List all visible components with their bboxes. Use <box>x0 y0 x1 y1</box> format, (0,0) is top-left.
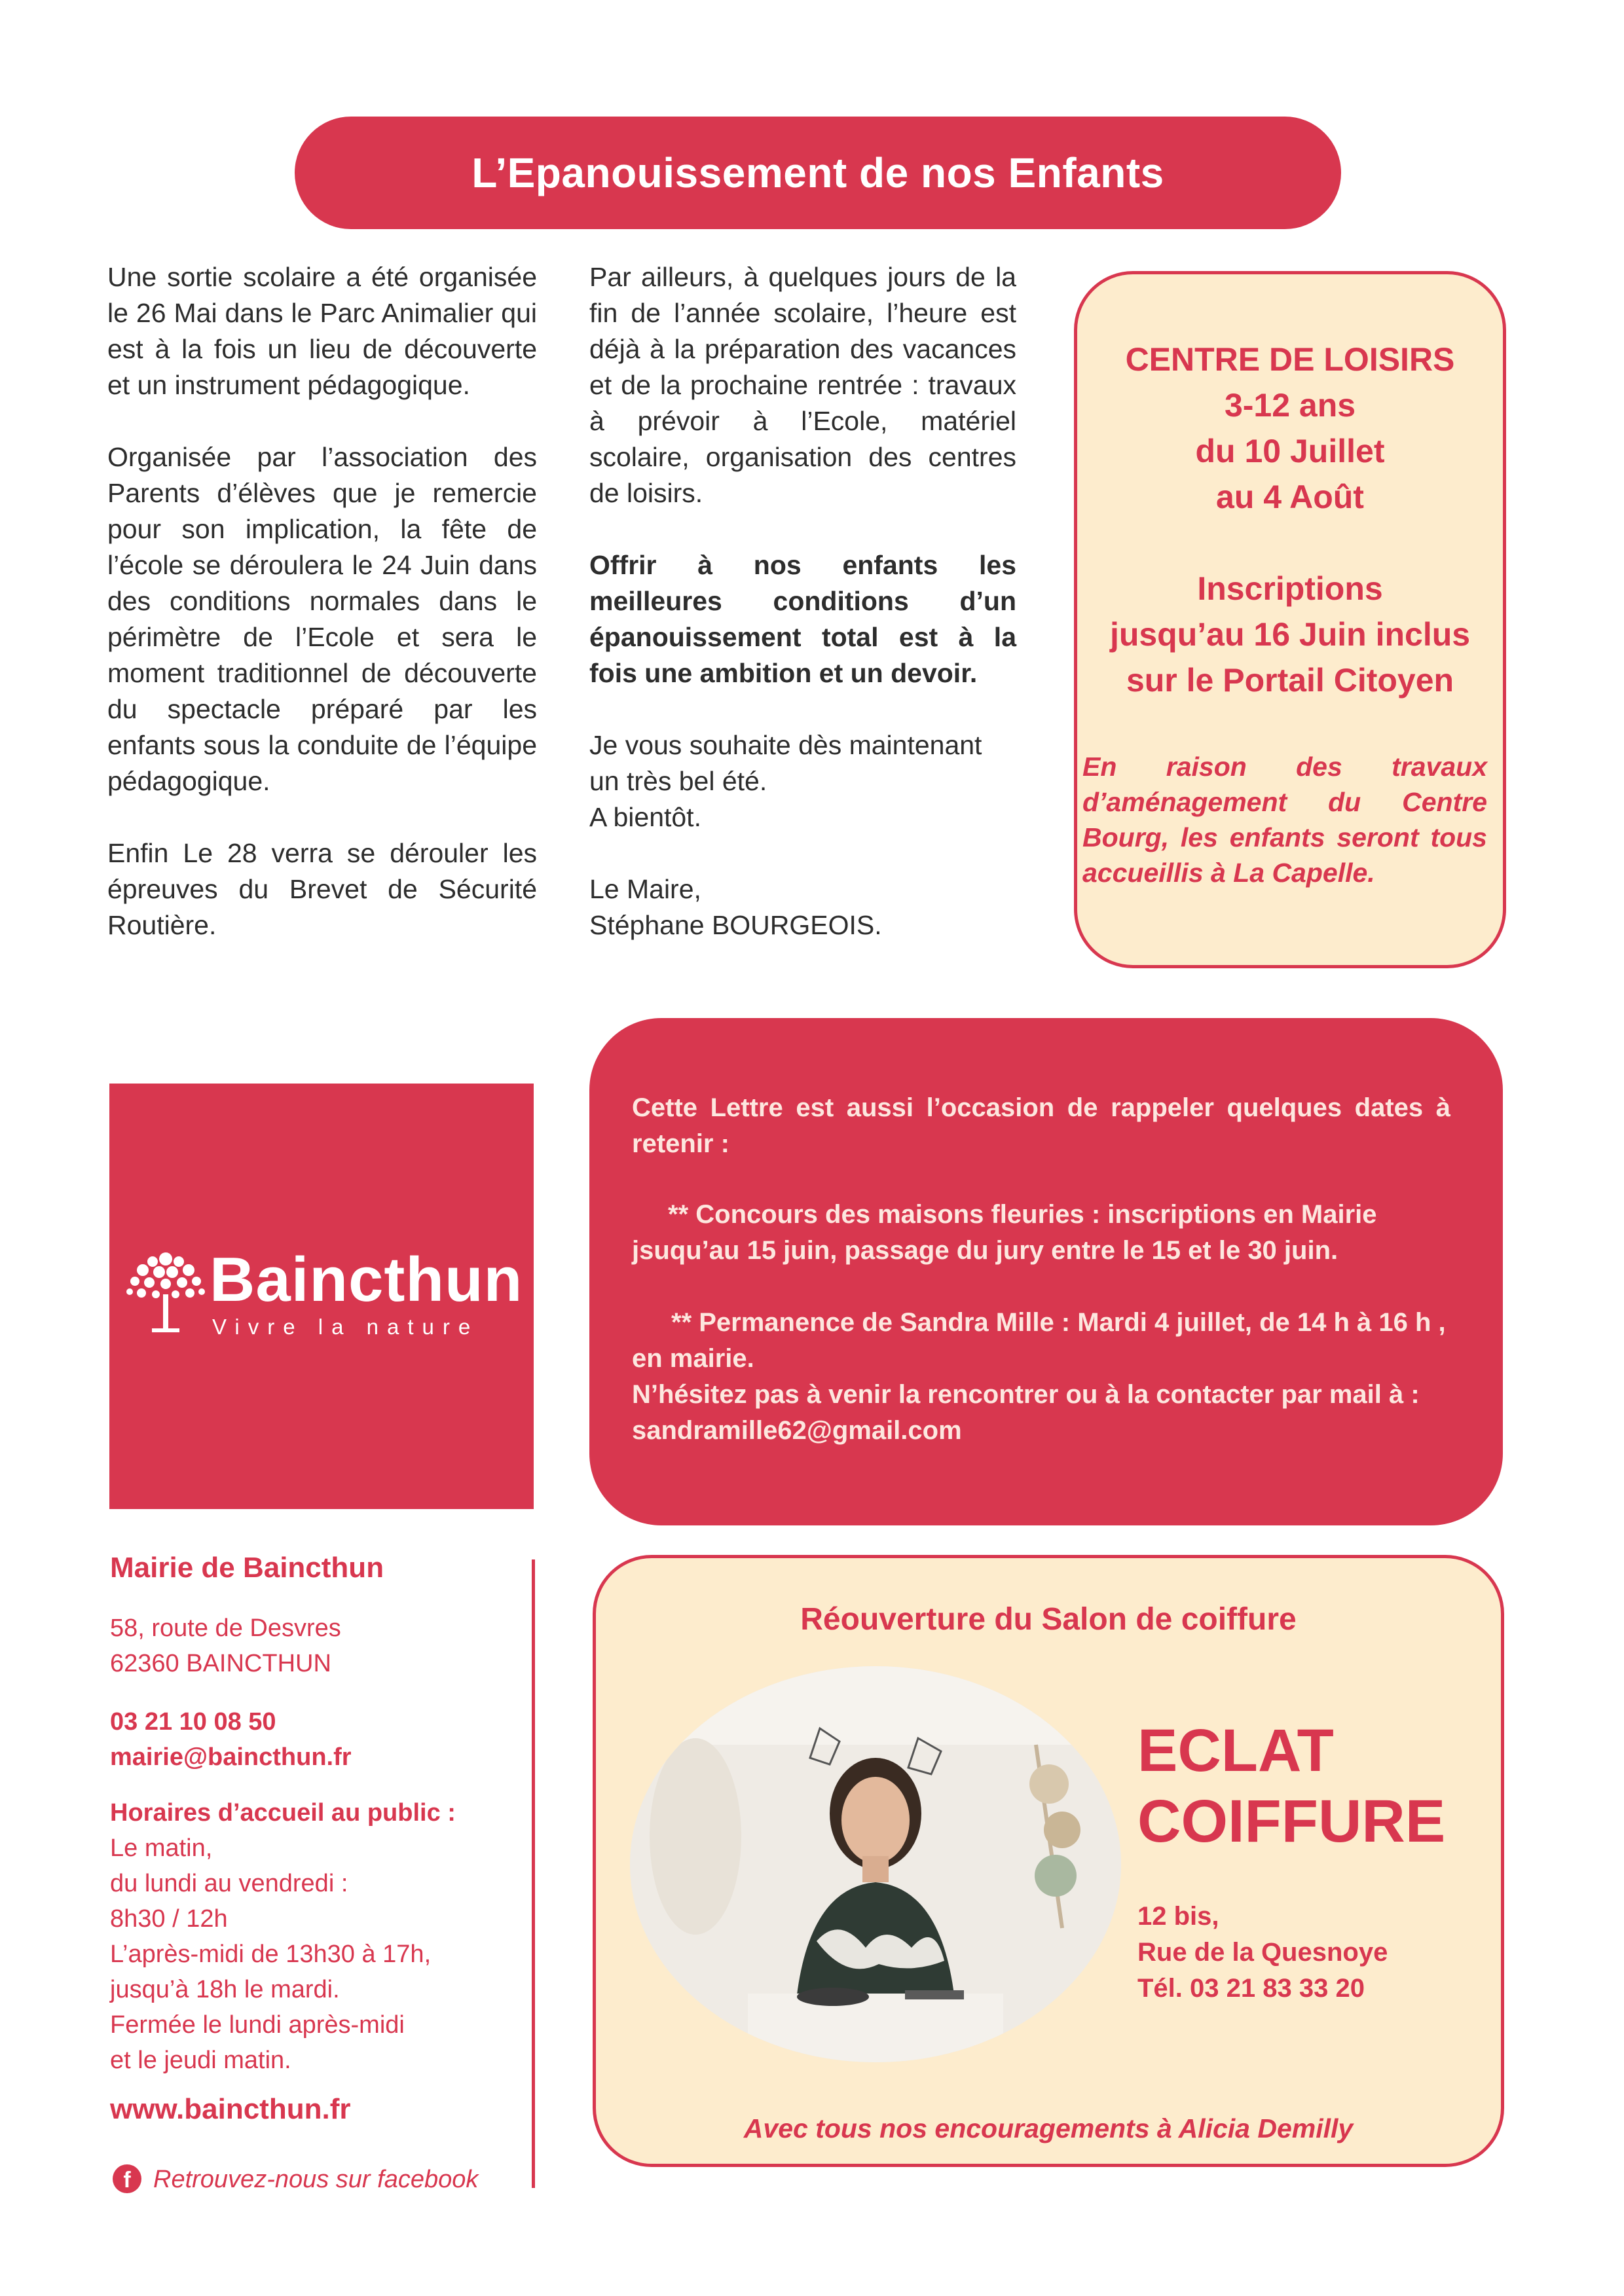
loisirs-note: En raison des travaux d’aménagement du Centre Bourg, les enfants seront tous accueillis à La Capelle. <box>1082 752 1487 888</box>
salon-title: Réouverture du Salon de coiffure <box>800 1602 1297 1637</box>
signature-title: Le Maire, <box>589 874 701 904</box>
facebook-link[interactable]: Retrouvez-nous sur facebook <box>153 2166 479 2193</box>
hours-title: Horaires d’accueil au public : <box>110 1799 456 1827</box>
loisirs-line-3: du 10 Juillet <box>1195 433 1385 469</box>
page-title: L’Epanouissement de nos Enfants <box>471 149 1164 196</box>
facebook-icon[interactable]: f <box>113 2164 141 2193</box>
mairie-divider <box>532 1559 535 2188</box>
mairie-phone[interactable]: 03 21 10 08 50 <box>110 1708 276 1736</box>
paragraph-bientot: A bientôt. <box>589 802 701 832</box>
hours-line-7: et le jeudi matin. <box>110 2047 291 2074</box>
paragraph-fete: Organisée par l’association des Parents d’élèves que je remercie pour son implication, la fête de l’école se déroulera le 24 Juin dans des conditions normales dans le périmètre de l’Ecole et sera le moment traditionnel de découverte du spectacle préparé par les enfants sous la conduite de l’équipe pédagogique. <box>107 442 537 796</box>
salon-name-line-1: ECLAT <box>1137 1717 1334 1784</box>
hours-line-4: L’après-midi de 13h30 à 17h, <box>110 1941 432 1968</box>
paragraph-ambition: Offrir à nos enfants les meilleures conditions d’un épanouissement total est à la fois une ambition et un devoir. <box>589 550 1016 688</box>
loisirs-line-2: 3-12 ans <box>1224 387 1356 424</box>
mairie-address-1: 58, route de Desvres <box>110 1614 341 1642</box>
logo-tagline: Vivre la nature <box>212 1315 479 1339</box>
dates-item-permanence: ** Permanence de Sandra Mille : Mardi 4 juillet, de 14 h à 16 h , en mairie. <box>632 1308 1446 1373</box>
salon-photo <box>630 1666 1121 2062</box>
salon-name-line-2: COIFFURE <box>1137 1788 1446 1855</box>
hours-line-6: Fermée le lundi après-midi <box>110 2011 405 2039</box>
signature-name: Stéphane BOURGEOIS. <box>589 910 882 940</box>
salon-name <box>1137 1715 1445 1857</box>
loisirs-line-7: sur le Portail Citoyen <box>1126 662 1454 699</box>
dates-intro: Cette Lettre est aussi l’occasion de rappeler quelques dates à retenir : <box>632 1093 1450 1158</box>
column-1 <box>107 259 537 943</box>
hours-line-1: Le matin, <box>110 1834 213 1862</box>
mairie-address-2: 62360 BAINCTHUN <box>110 1650 331 1677</box>
paragraph-brevet: Enfin Le 28 verra se dérouler les épreuves du Brevet de Sécurité Routière. <box>107 838 537 940</box>
loisirs-line-6: jusqu’au 16 Juin inclus <box>1109 616 1471 653</box>
loisirs-line-4: au 4 Août <box>1216 479 1364 515</box>
hours-line-5: jusqu’à 18h le mardi. <box>110 1976 340 2003</box>
dates-item-concours: ** Concours des maisons fleuries : inscriptions en Mairie jsuqu’au 15 juin, passage du jury entre le 15 et le 30 juin. <box>632 1200 1377 1265</box>
paragraph-vacances: Par ailleurs, à quelques jours de la fin de l’année scolaire, l’heure est déjà à la préparation des vacances et de la prochaine rentrée : travaux à prévoir à l’Ecole, matériel scolaire, organisation des centres de loisirs. <box>589 262 1016 508</box>
hours-line-3: 8h30 / 12h <box>110 1905 228 1933</box>
salon-address-1: 12 bis, <box>1137 1902 1219 1931</box>
paragraph-sortie: Une sortie scolaire a été organisée le 26 Mai dans le Parc Animalier qui est à la fois un lieu de découverte et un instrument pédagogique. <box>107 262 537 400</box>
mairie-website[interactable]: www.baincthun.fr <box>110 2093 351 2125</box>
centre-loisirs-box <box>1074 271 1506 968</box>
loisirs-line-1: CENTRE DE LOISIRS <box>1125 341 1455 378</box>
tree-logo-icon <box>123 1247 208 1336</box>
hours-line-2: du lundi au vendredi : <box>110 1870 348 1897</box>
column-2 <box>589 259 1016 943</box>
logo-wordmark: Baincthun <box>210 1245 523 1315</box>
loisirs-line-5: Inscriptions <box>1197 570 1383 607</box>
salon-phone[interactable]: Tél. 03 21 83 33 20 <box>1137 1974 1365 2003</box>
mairie-title: Mairie de Baincthun <box>110 1552 384 1584</box>
salon-footer: Avec tous nos encouragements à Alicia Demilly <box>743 2113 1354 2143</box>
dates-item-contact: N’hésitez pas à venir la rencontrer ou à la contacter par mail à : sandramille62@gmail.com <box>632 1380 1420 1445</box>
salon-address-2: Rue de la Quesnoye <box>1137 1938 1388 1967</box>
mairie-email[interactable]: mairie@baincthun.fr <box>110 1743 352 1771</box>
paragraph-ete: Je vous souhaite dès maintenant un très bel été. <box>589 730 982 796</box>
title-banner <box>295 117 1341 229</box>
